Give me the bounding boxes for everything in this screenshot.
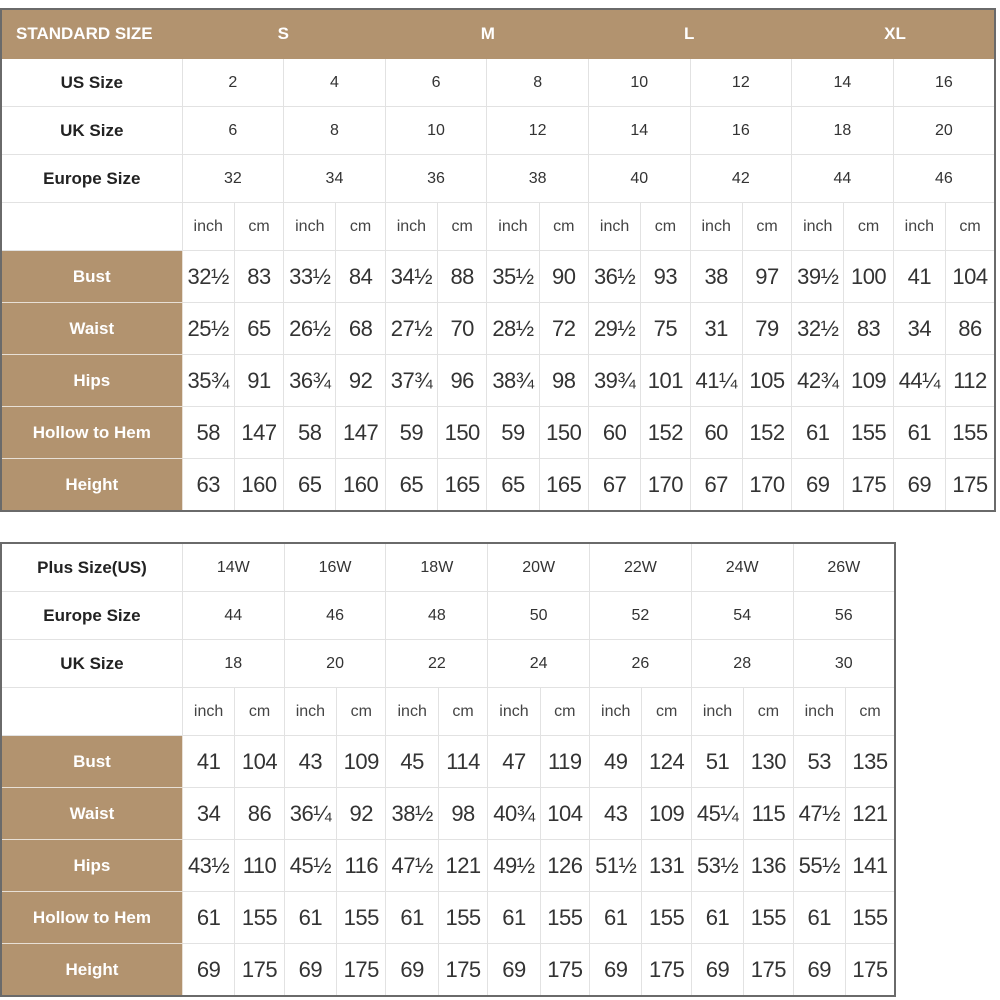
size-cell: 8 <box>284 107 386 155</box>
size-cell: 42 <box>690 155 792 203</box>
size-cell: 10 <box>385 107 487 155</box>
unit-cell: cm <box>438 688 487 736</box>
unit-cell: cm <box>438 203 487 251</box>
unit-row <box>1 688 895 736</box>
measure-cell: 175 <box>438 944 487 997</box>
standard-size-table <box>0 8 996 512</box>
measure-cell: 147 <box>336 407 385 459</box>
unit-cell: inch <box>386 688 438 736</box>
measure-cell: 70 <box>438 303 487 355</box>
measure-cell: 170 <box>641 459 690 512</box>
measure-cell: 63 <box>182 459 234 512</box>
measure-cell: 41 <box>893 251 945 303</box>
measure-cell: 175 <box>946 459 996 512</box>
plus-size-table <box>0 542 896 997</box>
size-cell: 16 <box>690 107 792 155</box>
unit-cell: cm <box>540 688 589 736</box>
measure-cell: 67 <box>588 459 640 512</box>
measure-cell: 155 <box>744 892 793 944</box>
measure-cell: 147 <box>234 407 283 459</box>
measure-label: Height <box>1 944 182 997</box>
measure-cell: 110 <box>235 840 284 892</box>
unit-cell: inch <box>690 203 742 251</box>
measure-cell: 131 <box>642 840 691 892</box>
size-cell: 16 <box>893 59 995 107</box>
measure-label: Height <box>1 459 182 512</box>
measure-cell: 90 <box>539 251 588 303</box>
measure-cell: 42¾ <box>792 355 844 407</box>
measure-cell: 35¾ <box>182 355 234 407</box>
measure-cell: 175 <box>235 944 284 997</box>
measure-cell: 175 <box>846 944 896 997</box>
measure-cell: 47 <box>488 736 540 788</box>
size-row <box>1 155 995 203</box>
measure-cell: 155 <box>844 407 893 459</box>
measure-cell: 69 <box>691 944 743 997</box>
measure-label: Hollow to Hem <box>1 407 182 459</box>
measure-label: Hips <box>1 355 182 407</box>
size-cell: 24W <box>691 543 793 592</box>
size-group-m: M <box>385 9 588 59</box>
measure-cell: 32½ <box>792 303 844 355</box>
measure-cell: 68 <box>336 303 385 355</box>
measure-cell: 175 <box>844 459 893 512</box>
measure-cell: 92 <box>337 788 386 840</box>
measure-row <box>1 788 895 840</box>
measure-cell: 45½ <box>284 840 336 892</box>
measure-row <box>1 892 895 944</box>
measure-cell: 41 <box>182 736 234 788</box>
measure-cell: 61 <box>691 892 743 944</box>
measure-cell: 98 <box>539 355 588 407</box>
unit-cell: inch <box>893 203 945 251</box>
unit-cell: cm <box>946 203 996 251</box>
unit-cell: cm <box>336 203 385 251</box>
size-cell: 14 <box>588 107 690 155</box>
measure-cell: 104 <box>235 736 284 788</box>
unit-cell: inch <box>284 203 336 251</box>
measure-cell: 175 <box>337 944 386 997</box>
measure-cell: 59 <box>385 407 437 459</box>
size-row <box>1 59 995 107</box>
measure-cell: 155 <box>846 892 896 944</box>
row-label: US Size <box>1 59 182 107</box>
measure-cell: 69 <box>793 944 845 997</box>
measure-cell: 86 <box>946 303 996 355</box>
measure-cell: 61 <box>792 407 844 459</box>
measure-cell: 61 <box>182 892 234 944</box>
measure-cell: 121 <box>438 840 487 892</box>
unit-cell: inch <box>691 688 743 736</box>
measure-cell: 26½ <box>284 303 336 355</box>
measure-cell: 65 <box>234 303 283 355</box>
measure-row <box>1 407 995 459</box>
unit-row <box>1 203 995 251</box>
measure-cell: 104 <box>946 251 996 303</box>
size-cell: 34 <box>284 155 386 203</box>
measure-cell: 35½ <box>487 251 539 303</box>
measure-cell: 112 <box>946 355 996 407</box>
measure-cell: 83 <box>234 251 283 303</box>
measure-cell: 92 <box>336 355 385 407</box>
unit-cell: inch <box>182 203 234 251</box>
size-cell: 36 <box>385 155 487 203</box>
measure-cell: 109 <box>844 355 893 407</box>
measure-cell: 61 <box>893 407 945 459</box>
measure-cell: 83 <box>844 303 893 355</box>
measure-cell: 72 <box>539 303 588 355</box>
unit-cell: inch <box>590 688 642 736</box>
measure-cell: 88 <box>438 251 487 303</box>
unit-cell: cm <box>742 203 791 251</box>
measure-cell: 36½ <box>588 251 640 303</box>
empty-cell <box>1 203 182 251</box>
size-cell: 18W <box>386 543 488 592</box>
measure-cell: 79 <box>742 303 791 355</box>
measure-cell: 45¼ <box>691 788 743 840</box>
measure-cell: 119 <box>540 736 589 788</box>
measure-cell: 75 <box>641 303 690 355</box>
measure-cell: 37¾ <box>385 355 437 407</box>
measure-cell: 32½ <box>182 251 234 303</box>
measure-cell: 61 <box>284 892 336 944</box>
measure-cell: 65 <box>385 459 437 512</box>
measure-cell: 49½ <box>488 840 540 892</box>
size-group-l: L <box>588 9 791 59</box>
measure-row <box>1 355 995 407</box>
unit-cell: inch <box>792 203 844 251</box>
unit-cell: cm <box>844 203 893 251</box>
size-cell: 20W <box>488 543 590 592</box>
measure-cell: 45 <box>386 736 438 788</box>
size-row <box>1 543 895 592</box>
measure-cell: 38 <box>690 251 742 303</box>
measure-label: Hollow to Hem <box>1 892 182 944</box>
measure-cell: 34½ <box>385 251 437 303</box>
size-cell: 38 <box>487 155 589 203</box>
header-row <box>1 9 995 59</box>
measure-cell: 47½ <box>386 840 438 892</box>
measure-cell: 29½ <box>588 303 640 355</box>
unit-cell: cm <box>744 688 793 736</box>
size-cell: 44 <box>792 155 894 203</box>
size-group-s: S <box>182 9 385 59</box>
size-cell: 48 <box>386 592 488 640</box>
measure-cell: 152 <box>641 407 690 459</box>
measure-cell: 155 <box>946 407 996 459</box>
measure-cell: 98 <box>438 788 487 840</box>
measure-label: Waist <box>1 303 182 355</box>
measure-cell: 39½ <box>792 251 844 303</box>
size-cell: 24 <box>488 640 590 688</box>
measure-label: Bust <box>1 736 182 788</box>
measure-cell: 61 <box>590 892 642 944</box>
measure-cell: 86 <box>235 788 284 840</box>
unit-cell: inch <box>588 203 640 251</box>
measure-cell: 126 <box>540 840 589 892</box>
measure-cell: 40¾ <box>488 788 540 840</box>
measure-cell: 51 <box>691 736 743 788</box>
size-cell: 20 <box>893 107 995 155</box>
size-cell: 8 <box>487 59 589 107</box>
measure-cell: 43 <box>284 736 336 788</box>
measure-cell: 28½ <box>487 303 539 355</box>
measure-row <box>1 251 995 303</box>
measure-cell: 155 <box>337 892 386 944</box>
measure-cell: 116 <box>337 840 386 892</box>
measure-cell: 27½ <box>385 303 437 355</box>
measure-cell: 69 <box>284 944 336 997</box>
size-cell: 18 <box>792 107 894 155</box>
size-cell: 12 <box>690 59 792 107</box>
measure-cell: 170 <box>742 459 791 512</box>
unit-cell: inch <box>487 203 539 251</box>
measure-cell: 38½ <box>386 788 438 840</box>
measure-cell: 61 <box>793 892 845 944</box>
measure-cell: 91 <box>234 355 283 407</box>
measure-cell: 97 <box>742 251 791 303</box>
measure-cell: 59 <box>487 407 539 459</box>
unit-cell: inch <box>284 688 336 736</box>
measure-cell: 100 <box>844 251 893 303</box>
measure-cell: 160 <box>234 459 283 512</box>
measure-label: Hips <box>1 840 182 892</box>
measure-cell: 65 <box>284 459 336 512</box>
measure-cell: 67 <box>690 459 742 512</box>
table-title: STANDARD SIZE <box>1 9 182 59</box>
measure-cell: 109 <box>337 736 386 788</box>
measure-cell: 130 <box>744 736 793 788</box>
measure-cell: 165 <box>438 459 487 512</box>
measure-cell: 49 <box>590 736 642 788</box>
measure-cell: 31 <box>690 303 742 355</box>
measure-cell: 53 <box>793 736 845 788</box>
measure-cell: 36¼ <box>284 788 336 840</box>
row-label: Europe Size <box>1 592 182 640</box>
measure-cell: 155 <box>235 892 284 944</box>
measure-cell: 104 <box>540 788 589 840</box>
row-label: UK Size <box>1 107 182 155</box>
measure-cell: 105 <box>742 355 791 407</box>
measure-cell: 93 <box>641 251 690 303</box>
empty-cell <box>1 688 182 736</box>
measure-cell: 152 <box>742 407 791 459</box>
size-cell: 6 <box>385 59 487 107</box>
unit-cell: inch <box>793 688 845 736</box>
measure-row <box>1 459 995 512</box>
row-label: UK Size <box>1 640 182 688</box>
measure-cell: 175 <box>540 944 589 997</box>
size-cell: 56 <box>793 592 895 640</box>
measure-cell: 55½ <box>793 840 845 892</box>
measure-row <box>1 303 995 355</box>
unit-cell: cm <box>337 688 386 736</box>
measure-cell: 39¾ <box>588 355 640 407</box>
measure-cell: 69 <box>792 459 844 512</box>
row-label: Europe Size <box>1 155 182 203</box>
measure-row <box>1 736 895 788</box>
size-cell: 28 <box>691 640 793 688</box>
size-cell: 10 <box>588 59 690 107</box>
size-cell: 26 <box>590 640 692 688</box>
measure-cell: 115 <box>744 788 793 840</box>
measure-cell: 65 <box>487 459 539 512</box>
measure-cell: 53½ <box>691 840 743 892</box>
size-cell: 22 <box>386 640 488 688</box>
measure-cell: 114 <box>438 736 487 788</box>
measure-cell: 36¾ <box>284 355 336 407</box>
measure-cell: 69 <box>590 944 642 997</box>
measure-cell: 47½ <box>793 788 845 840</box>
size-cell: 14 <box>792 59 894 107</box>
measure-cell: 69 <box>488 944 540 997</box>
measure-cell: 96 <box>438 355 487 407</box>
size-cell: 26W <box>793 543 895 592</box>
size-cell: 54 <box>691 592 793 640</box>
measure-cell: 25½ <box>182 303 234 355</box>
size-cell: 30 <box>793 640 895 688</box>
measure-cell: 150 <box>438 407 487 459</box>
unit-cell: inch <box>182 688 234 736</box>
size-group-xl: XL <box>792 9 995 59</box>
size-row <box>1 107 995 155</box>
row-label: Plus Size(US) <box>1 543 182 592</box>
measure-row <box>1 840 895 892</box>
measure-cell: 43½ <box>182 840 234 892</box>
size-cell: 12 <box>487 107 589 155</box>
measure-cell: 60 <box>588 407 640 459</box>
measure-cell: 61 <box>386 892 438 944</box>
measure-cell: 44¼ <box>893 355 945 407</box>
measure-cell: 61 <box>488 892 540 944</box>
size-cell: 50 <box>488 592 590 640</box>
measure-cell: 51½ <box>590 840 642 892</box>
measure-cell: 33½ <box>284 251 336 303</box>
measure-cell: 69 <box>182 944 234 997</box>
measure-cell: 121 <box>846 788 896 840</box>
unit-cell: inch <box>488 688 540 736</box>
measure-cell: 34 <box>182 788 234 840</box>
size-cell: 44 <box>182 592 284 640</box>
unit-cell: cm <box>539 203 588 251</box>
unit-cell: cm <box>846 688 896 736</box>
measure-cell: 69 <box>893 459 945 512</box>
measure-cell: 135 <box>846 736 896 788</box>
measure-cell: 165 <box>539 459 588 512</box>
measure-cell: 160 <box>336 459 385 512</box>
size-cell: 16W <box>284 543 386 592</box>
measure-cell: 41¼ <box>690 355 742 407</box>
unit-cell: cm <box>641 203 690 251</box>
size-cell: 46 <box>893 155 995 203</box>
measure-cell: 175 <box>744 944 793 997</box>
measure-cell: 175 <box>642 944 691 997</box>
size-row <box>1 592 895 640</box>
size-cell: 20 <box>284 640 386 688</box>
size-cell: 14W <box>182 543 284 592</box>
measure-cell: 60 <box>690 407 742 459</box>
unit-cell: inch <box>385 203 437 251</box>
measure-cell: 155 <box>540 892 589 944</box>
size-cell: 6 <box>182 107 284 155</box>
measure-cell: 155 <box>438 892 487 944</box>
size-cell: 18 <box>182 640 284 688</box>
measure-label: Waist <box>1 788 182 840</box>
measure-cell: 58 <box>284 407 336 459</box>
measure-cell: 38¾ <box>487 355 539 407</box>
size-cell: 4 <box>284 59 386 107</box>
unit-cell: cm <box>235 688 284 736</box>
measure-cell: 150 <box>539 407 588 459</box>
measure-cell: 155 <box>642 892 691 944</box>
size-cell: 52 <box>590 592 692 640</box>
measure-cell: 141 <box>846 840 896 892</box>
size-cell: 2 <box>182 59 284 107</box>
size-cell: 32 <box>182 155 284 203</box>
measure-cell: 34 <box>893 303 945 355</box>
size-cell: 46 <box>284 592 386 640</box>
measure-cell: 136 <box>744 840 793 892</box>
measure-cell: 58 <box>182 407 234 459</box>
size-cell: 40 <box>588 155 690 203</box>
measure-cell: 84 <box>336 251 385 303</box>
measure-cell: 109 <box>642 788 691 840</box>
measure-cell: 69 <box>386 944 438 997</box>
unit-cell: cm <box>642 688 691 736</box>
measure-cell: 101 <box>641 355 690 407</box>
size-row <box>1 640 895 688</box>
size-cell: 22W <box>590 543 692 592</box>
measure-row <box>1 944 895 997</box>
measure-cell: 124 <box>642 736 691 788</box>
measure-cell: 43 <box>590 788 642 840</box>
unit-cell: cm <box>234 203 283 251</box>
measure-label: Bust <box>1 251 182 303</box>
